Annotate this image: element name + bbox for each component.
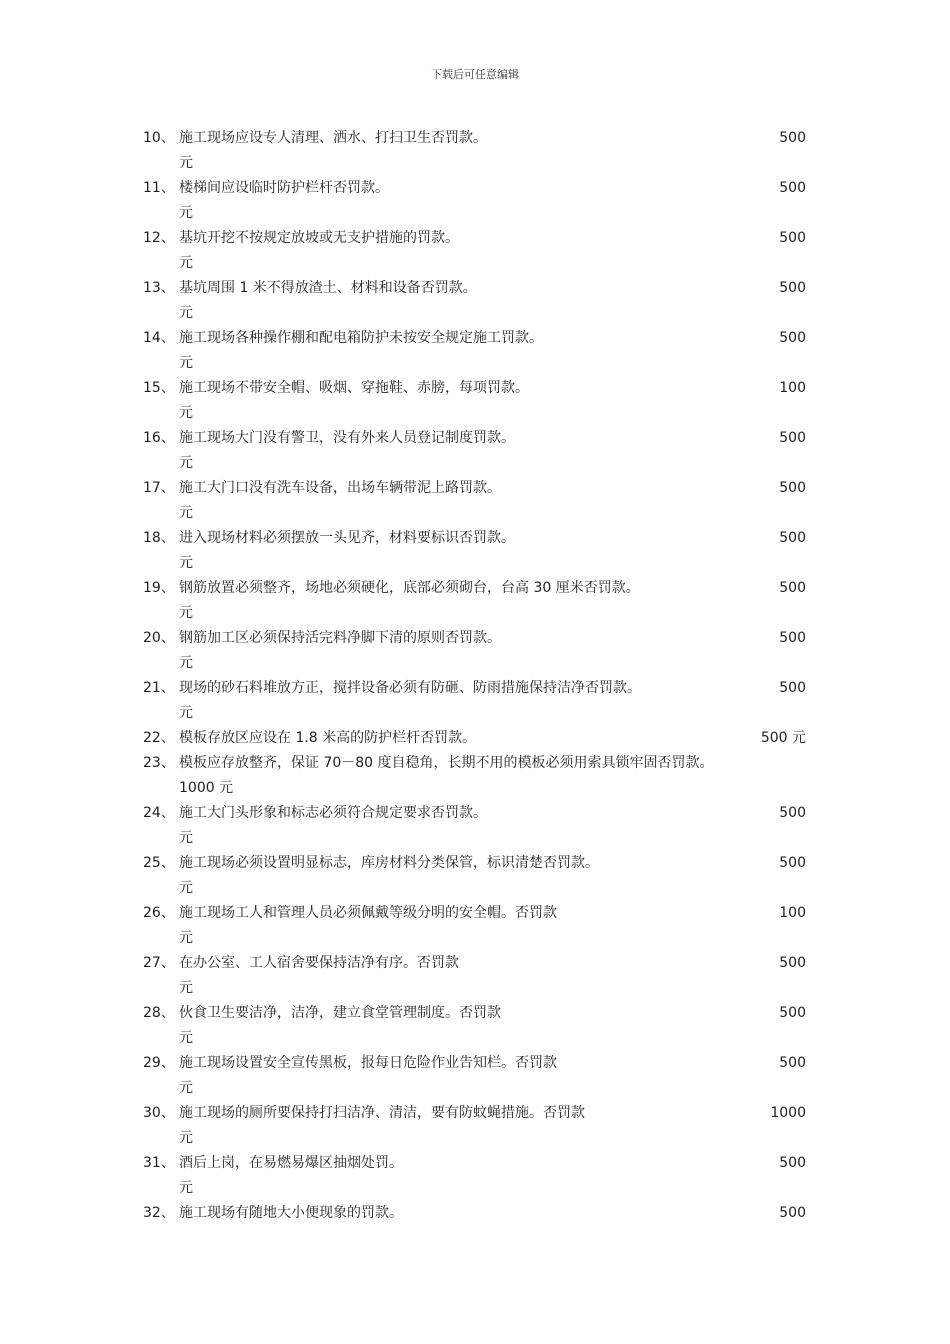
item-unit: 元 (179, 205, 193, 221)
item-text: 在办公室、工人宿舍要保持洁净有序。否罚款 (179, 955, 459, 971)
item-unit: 元 (179, 605, 193, 621)
item-number: 19、 (143, 580, 175, 596)
item-amount: 500 (779, 130, 806, 146)
item-unit: 元 (179, 555, 193, 571)
item-unit: 元 (179, 405, 193, 421)
item-text: 模板应存放整齐，保证 70－80 度自稳角，长期不用的模板必须用索具锁牢固否罚款。 (179, 755, 714, 771)
item-amount: 500 (779, 1155, 806, 1171)
list-item (0, 1001, 950, 1051)
item-amount: 500 (779, 805, 806, 821)
item-unit: 元 (179, 355, 193, 371)
item-text: 施工现场的厕所要保持打扫洁净、清洁，要有防蚊蝇措施。否罚款 (179, 1105, 585, 1121)
item-text: 现场的砂石料堆放方正，搅拌设备必须有防砸、防雨措施保持洁净否罚款。 (179, 680, 641, 696)
item-amount: 500 (779, 1005, 806, 1021)
item-number: 26、 (143, 905, 175, 921)
list-item (0, 276, 950, 326)
list-item (0, 326, 950, 376)
item-number: 22、 (143, 730, 175, 746)
item-amount: 1000 (770, 1105, 806, 1121)
list-item (0, 1101, 950, 1151)
item-unit: 元 (179, 455, 193, 471)
item-number: 21、 (143, 680, 175, 696)
item-amount: 500 元 (760, 730, 806, 746)
item-amount: 500 (779, 480, 806, 496)
item-unit: 元 (179, 655, 193, 671)
item-amount: 500 (779, 280, 806, 296)
list-item (0, 126, 950, 176)
item-amount: 500 (779, 330, 806, 346)
item-unit: 元 (179, 255, 193, 271)
list-item (0, 851, 950, 901)
item-number: 24、 (143, 805, 175, 821)
list-item (0, 676, 950, 726)
item-amount: 500 (779, 1055, 806, 1071)
item-number: 15、 (143, 380, 175, 396)
list-item (0, 951, 950, 1001)
list-item (0, 1051, 950, 1101)
item-number: 11、 (143, 180, 175, 196)
item-unit: 元 (179, 1080, 193, 1096)
item-text: 基坑周围 1 米不得放渣土、材料和设备否罚款。 (179, 280, 477, 296)
item-number: 29、 (143, 1055, 175, 1071)
item-amount: 500 (779, 180, 806, 196)
list-item (0, 476, 950, 526)
list-item (0, 626, 950, 676)
item-number: 28、 (143, 1005, 175, 1021)
item-text: 施工现场应设专人清理、洒水、打扫卫生否罚款。 (179, 130, 487, 146)
item-number: 23、 (143, 755, 175, 771)
item-amount: 500 (779, 1205, 806, 1221)
list-item (0, 426, 950, 476)
item-unit: 元 (179, 880, 193, 896)
item-unit: 元 (179, 980, 193, 996)
item-amount: 100 (779, 905, 806, 921)
item-text: 施工现场不带安全帽、吸烟、穿拖鞋、赤膀，每项罚款。 (179, 380, 529, 396)
item-amount: 500 (779, 580, 806, 596)
list-item (0, 751, 950, 801)
item-number: 27、 (143, 955, 175, 971)
item-amount: 500 (779, 680, 806, 696)
item-text: 模板存放区应设在 1.8 米高的防护栏杆否罚款。 (179, 730, 477, 746)
item-amount: 500 (779, 630, 806, 646)
item-text: 楼梯间应设临时防护栏杆否罚款。 (179, 180, 389, 196)
item-amount: 500 (779, 955, 806, 971)
list-item (0, 1151, 950, 1201)
item-amount: 100 (779, 380, 806, 396)
list-item (0, 576, 950, 626)
item-amount: 500 (779, 230, 806, 246)
item-unit: 1000 元 (179, 780, 234, 796)
item-text: 施工现场必须设置明显标志，库房材料分类保管，标识清楚否罚款。 (179, 855, 599, 871)
item-unit: 元 (179, 1030, 193, 1046)
item-number: 14、 (143, 330, 175, 346)
item-text: 进入现场材料必须摆放一头见齐，材料要标识否罚款。 (179, 530, 515, 546)
item-unit: 元 (179, 505, 193, 521)
item-number: 18、 (143, 530, 175, 546)
item-text: 施工现场各种操作棚和配电箱防护未按安全规定施工罚款。 (179, 330, 543, 346)
list-item (0, 901, 950, 951)
item-text: 施工大门口没有洗车设备，出场车辆带泥上路罚款。 (179, 480, 501, 496)
item-text: 钢筋加工区必须保持活完料净脚下清的原则否罚款。 (179, 630, 501, 646)
item-unit: 元 (179, 930, 193, 946)
item-text: 基坑开挖不按规定放坡或无支护措施的罚款。 (179, 230, 459, 246)
page-header: 下载后可任意编辑 (431, 68, 519, 81)
item-number: 16、 (143, 430, 175, 446)
item-unit: 元 (179, 1180, 193, 1196)
item-text: 伙食卫生要洁净，洁净，建立食堂管理制度。否罚款 (179, 1005, 501, 1021)
item-unit: 元 (179, 155, 193, 171)
list-item (0, 376, 950, 426)
item-unit: 元 (179, 1130, 193, 1146)
item-unit: 元 (179, 830, 193, 846)
list-item (0, 526, 950, 576)
item-text: 酒后上岗，在易燃易爆区抽烟处罚。 (179, 1155, 403, 1171)
list-item (0, 1201, 950, 1226)
item-text: 施工现场工人和管理人员必须佩戴等级分明的安全帽。否罚款 (179, 905, 557, 921)
item-text: 施工现场大门没有警卫，没有外来人员登记制度罚款。 (179, 430, 515, 446)
item-amount: 500 (779, 855, 806, 871)
item-unit: 元 (179, 305, 193, 321)
item-number: 30、 (143, 1105, 175, 1121)
list-item (0, 226, 950, 276)
item-text: 施工现场有随地大小便现象的罚款。 (179, 1205, 403, 1221)
item-text: 钢筋放置必须整齐，场地必须硬化，底部必须砌台，台高 30 厘米否罚款。 (179, 580, 640, 596)
item-number: 12、 (143, 230, 175, 246)
item-amount: 500 (779, 530, 806, 546)
item-text: 施工现场设置安全宣传黑板，报每日危险作业告知栏。否罚款 (179, 1055, 557, 1071)
list-item (0, 801, 950, 851)
item-number: 31、 (143, 1155, 175, 1171)
item-number: 32、 (143, 1205, 175, 1221)
item-text: 施工大门头形象和标志必须符合规定要求否罚款。 (179, 805, 487, 821)
list-item (0, 726, 950, 751)
item-amount: 500 (779, 430, 806, 446)
item-number: 10、 (143, 130, 175, 146)
item-number: 25、 (143, 855, 175, 871)
item-number: 13、 (143, 280, 175, 296)
item-unit: 元 (179, 705, 193, 721)
item-number: 20、 (143, 630, 175, 646)
list-item (0, 176, 950, 226)
penalty-list (0, 126, 950, 1226)
item-number: 17、 (143, 480, 175, 496)
